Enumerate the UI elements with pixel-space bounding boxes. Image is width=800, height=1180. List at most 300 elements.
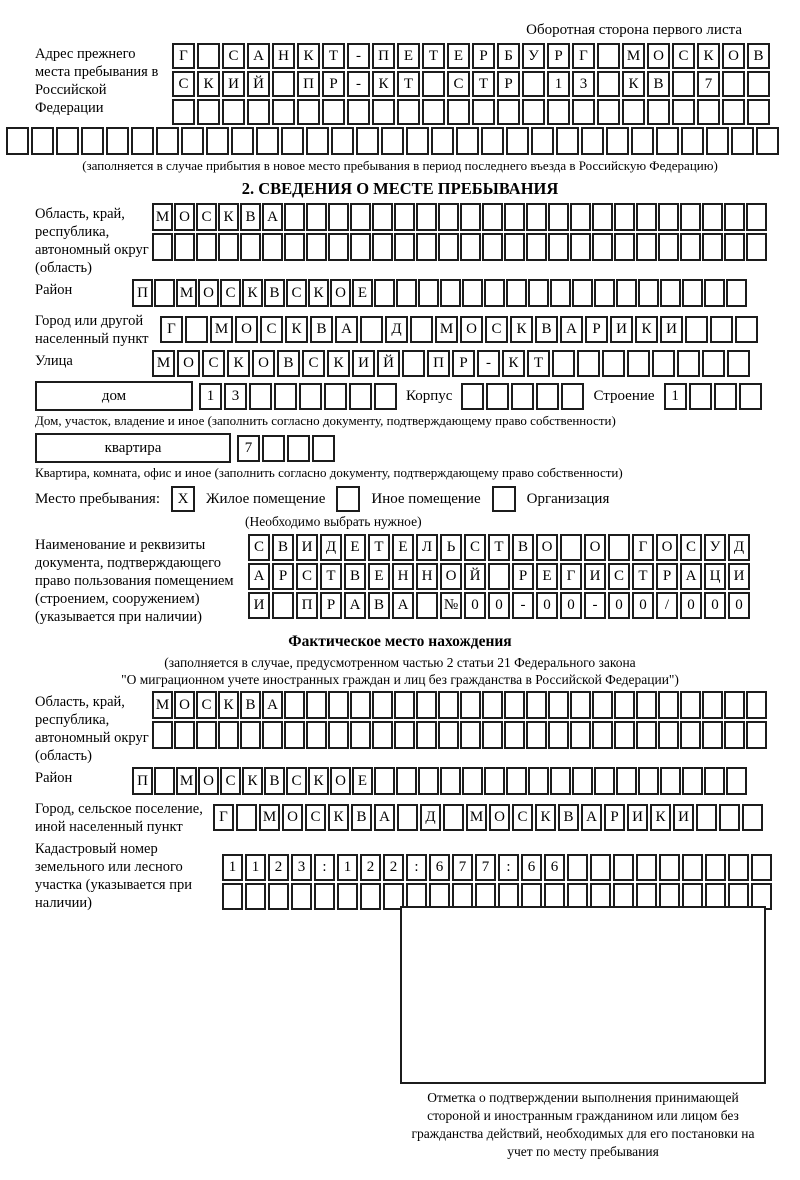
- char-cell[interactable]: [590, 854, 611, 881]
- char-cell[interactable]: 3: [572, 71, 595, 97]
- char-cell[interactable]: [262, 721, 283, 749]
- char-cell[interactable]: [528, 767, 549, 795]
- actual-district-row[interactable]: [132, 767, 747, 795]
- char-cell[interactable]: [172, 99, 195, 125]
- char-cell[interactable]: [613, 854, 634, 881]
- char-cell[interactable]: 0: [560, 592, 582, 619]
- char-cell[interactable]: [572, 767, 593, 795]
- char-cell[interactable]: К: [635, 316, 658, 343]
- char-cell[interactable]: А: [680, 563, 702, 590]
- char-cell[interactable]: Р: [585, 316, 608, 343]
- char-cell[interactable]: [592, 233, 613, 261]
- char-cell[interactable]: [488, 563, 510, 590]
- char-cell[interactable]: [728, 854, 749, 881]
- char-cell[interactable]: Й: [377, 350, 400, 377]
- char-cell[interactable]: [247, 99, 270, 125]
- char-cell[interactable]: [484, 279, 505, 307]
- char-cell[interactable]: М: [152, 203, 173, 231]
- char-cell[interactable]: [152, 233, 173, 261]
- char-cell[interactable]: С: [485, 316, 508, 343]
- char-cell[interactable]: К: [372, 71, 395, 97]
- char-cell[interactable]: [608, 534, 630, 561]
- char-cell[interactable]: Л: [416, 534, 438, 561]
- char-cell[interactable]: О: [174, 691, 195, 719]
- actual-city-row[interactable]: [213, 804, 763, 831]
- char-cell[interactable]: [682, 767, 703, 795]
- char-cell[interactable]: [681, 127, 704, 155]
- char-cell[interactable]: [331, 127, 354, 155]
- char-cell[interactable]: А: [581, 804, 602, 831]
- char-cell[interactable]: О: [722, 43, 745, 69]
- char-cell[interactable]: О: [198, 279, 219, 307]
- char-cell[interactable]: [504, 691, 525, 719]
- district-row[interactable]: [132, 279, 747, 307]
- char-cell[interactable]: [660, 767, 681, 795]
- char-cell[interactable]: [324, 383, 347, 410]
- char-cell[interactable]: [328, 233, 349, 261]
- char-cell[interactable]: 1: [245, 854, 266, 881]
- char-cell[interactable]: А: [262, 691, 283, 719]
- char-cell[interactable]: С: [302, 350, 325, 377]
- char-cell[interactable]: [724, 691, 745, 719]
- char-cell[interactable]: [504, 203, 525, 231]
- char-cell[interactable]: Д: [420, 804, 441, 831]
- char-cell[interactable]: Н: [416, 563, 438, 590]
- char-cell[interactable]: [547, 99, 570, 125]
- char-cell[interactable]: [218, 233, 239, 261]
- char-cell[interactable]: [268, 883, 289, 910]
- char-cell[interactable]: [272, 99, 295, 125]
- char-cell[interactable]: [724, 721, 745, 749]
- char-cell[interactable]: [560, 534, 582, 561]
- char-cell[interactable]: [372, 99, 395, 125]
- char-cell[interactable]: Р: [656, 563, 678, 590]
- char-cell[interactable]: 0: [488, 592, 510, 619]
- street-row[interactable]: [152, 350, 750, 377]
- stamp-box[interactable]: [400, 906, 766, 1084]
- char-cell[interactable]: С: [447, 71, 470, 97]
- char-cell[interactable]: [440, 767, 461, 795]
- char-cell[interactable]: М: [466, 804, 487, 831]
- char-cell[interactable]: [460, 721, 481, 749]
- char-cell[interactable]: [374, 767, 395, 795]
- apartment-type-box[interactable]: квартира: [35, 433, 231, 463]
- char-cell[interactable]: О: [330, 279, 351, 307]
- char-cell[interactable]: [511, 383, 534, 410]
- char-cell[interactable]: А: [335, 316, 358, 343]
- char-cell[interactable]: М: [152, 691, 173, 719]
- char-cell[interactable]: [550, 767, 571, 795]
- char-cell[interactable]: К: [328, 804, 349, 831]
- char-cell[interactable]: [462, 767, 483, 795]
- char-cell[interactable]: [704, 767, 725, 795]
- char-cell[interactable]: [570, 721, 591, 749]
- char-cell[interactable]: М: [152, 350, 175, 377]
- char-cell[interactable]: [746, 203, 767, 231]
- char-cell[interactable]: [328, 691, 349, 719]
- char-cell[interactable]: [350, 721, 371, 749]
- char-cell[interactable]: [438, 203, 459, 231]
- char-cell[interactable]: [594, 279, 615, 307]
- char-cell[interactable]: 3: [224, 383, 247, 410]
- char-cell[interactable]: [6, 127, 29, 155]
- other-premises-checkbox[interactable]: [336, 486, 360, 512]
- char-cell[interactable]: В: [647, 71, 670, 97]
- char-cell[interactable]: [350, 233, 371, 261]
- char-cell[interactable]: [274, 383, 297, 410]
- char-cell[interactable]: К: [697, 43, 720, 69]
- char-cell[interactable]: [486, 383, 509, 410]
- char-cell[interactable]: [196, 721, 217, 749]
- char-cell[interactable]: [397, 99, 420, 125]
- char-cell[interactable]: [756, 127, 779, 155]
- char-cell[interactable]: [374, 279, 395, 307]
- char-cell[interactable]: [747, 71, 770, 97]
- char-cell[interactable]: 1: [199, 383, 222, 410]
- char-cell[interactable]: Е: [368, 563, 390, 590]
- char-cell[interactable]: [656, 127, 679, 155]
- actual-region-row-1[interactable]: [152, 691, 767, 719]
- char-cell[interactable]: [482, 691, 503, 719]
- char-cell[interactable]: М: [622, 43, 645, 69]
- residential-checkbox[interactable]: X: [171, 486, 195, 512]
- char-cell[interactable]: [677, 350, 700, 377]
- char-cell[interactable]: [594, 767, 615, 795]
- char-cell[interactable]: [548, 691, 569, 719]
- char-cell[interactable]: [526, 691, 547, 719]
- char-cell[interactable]: [746, 691, 767, 719]
- char-cell[interactable]: О: [440, 563, 462, 590]
- char-cell[interactable]: В: [344, 563, 366, 590]
- char-cell[interactable]: [222, 99, 245, 125]
- char-cell[interactable]: [658, 203, 679, 231]
- char-cell[interactable]: [350, 203, 371, 231]
- char-cell[interactable]: [506, 279, 527, 307]
- char-cell[interactable]: М: [259, 804, 280, 831]
- char-cell[interactable]: [680, 691, 701, 719]
- char-cell[interactable]: Г: [572, 43, 595, 69]
- char-cell[interactable]: [746, 721, 767, 749]
- char-cell[interactable]: [504, 721, 525, 749]
- char-cell[interactable]: 6: [521, 854, 542, 881]
- char-cell[interactable]: -: [512, 592, 534, 619]
- char-cell[interactable]: Т: [320, 563, 342, 590]
- char-cell[interactable]: Р: [604, 804, 625, 831]
- char-cell[interactable]: [460, 203, 481, 231]
- char-cell[interactable]: [548, 721, 569, 749]
- char-cell[interactable]: [196, 233, 217, 261]
- char-cell[interactable]: К: [622, 71, 645, 97]
- char-cell[interactable]: [597, 99, 620, 125]
- char-cell[interactable]: [526, 721, 547, 749]
- char-cell[interactable]: [484, 767, 505, 795]
- char-cell[interactable]: [349, 383, 372, 410]
- char-cell[interactable]: [152, 721, 173, 749]
- char-cell[interactable]: К: [502, 350, 525, 377]
- char-cell[interactable]: [506, 127, 529, 155]
- char-cell[interactable]: Т: [397, 71, 420, 97]
- char-cell[interactable]: [297, 99, 320, 125]
- char-cell[interactable]: Ь: [440, 534, 462, 561]
- char-cell[interactable]: О: [330, 767, 351, 795]
- char-cell[interactable]: 1: [664, 383, 687, 410]
- char-cell[interactable]: К: [327, 350, 350, 377]
- char-cell[interactable]: [322, 99, 345, 125]
- char-cell[interactable]: О: [536, 534, 558, 561]
- char-cell[interactable]: 7: [452, 854, 473, 881]
- char-cell[interactable]: [306, 691, 327, 719]
- char-cell[interactable]: Р: [322, 71, 345, 97]
- char-cell[interactable]: Е: [397, 43, 420, 69]
- char-cell[interactable]: [240, 233, 261, 261]
- char-cell[interactable]: Т: [488, 534, 510, 561]
- ownership-doc-row-2[interactable]: [248, 563, 750, 590]
- char-cell[interactable]: [381, 127, 404, 155]
- char-cell[interactable]: [658, 691, 679, 719]
- char-cell[interactable]: [726, 279, 747, 307]
- char-cell[interactable]: [350, 691, 371, 719]
- char-cell[interactable]: В: [277, 350, 300, 377]
- char-cell[interactable]: 6: [544, 854, 565, 881]
- char-cell[interactable]: [746, 233, 767, 261]
- char-cell[interactable]: [636, 233, 657, 261]
- char-cell[interactable]: О: [647, 43, 670, 69]
- char-cell[interactable]: С: [286, 279, 307, 307]
- char-cell[interactable]: [206, 127, 229, 155]
- char-cell[interactable]: [636, 691, 657, 719]
- char-cell[interactable]: К: [197, 71, 220, 97]
- char-cell[interactable]: И: [248, 592, 270, 619]
- char-cell[interactable]: [456, 127, 479, 155]
- apartment-number-row[interactable]: [237, 435, 335, 462]
- ownership-doc-row-1[interactable]: [248, 534, 750, 561]
- char-cell[interactable]: [631, 127, 654, 155]
- char-cell[interactable]: А: [374, 804, 395, 831]
- char-cell[interactable]: [174, 233, 195, 261]
- char-cell[interactable]: 7: [237, 435, 260, 462]
- char-cell[interactable]: [360, 316, 383, 343]
- char-cell[interactable]: [397, 804, 418, 831]
- char-cell[interactable]: [706, 127, 729, 155]
- char-cell[interactable]: [422, 99, 445, 125]
- char-cell[interactable]: [236, 804, 257, 831]
- char-cell[interactable]: [724, 203, 745, 231]
- char-cell[interactable]: И: [728, 563, 750, 590]
- char-cell[interactable]: К: [218, 691, 239, 719]
- char-cell[interactable]: В: [272, 534, 294, 561]
- char-cell[interactable]: [702, 691, 723, 719]
- char-cell[interactable]: К: [285, 316, 308, 343]
- char-cell[interactable]: [314, 883, 335, 910]
- char-cell[interactable]: [552, 350, 575, 377]
- char-cell[interactable]: [704, 279, 725, 307]
- char-cell[interactable]: [394, 203, 415, 231]
- char-cell[interactable]: [722, 99, 745, 125]
- char-cell[interactable]: [685, 316, 708, 343]
- char-cell[interactable]: [396, 279, 417, 307]
- char-cell[interactable]: В: [264, 279, 285, 307]
- char-cell[interactable]: [447, 99, 470, 125]
- char-cell[interactable]: О: [656, 534, 678, 561]
- char-cell[interactable]: [680, 233, 701, 261]
- char-cell[interactable]: В: [351, 804, 372, 831]
- char-cell[interactable]: Р: [472, 43, 495, 69]
- char-cell[interactable]: [356, 127, 379, 155]
- char-cell[interactable]: В: [368, 592, 390, 619]
- char-cell[interactable]: [262, 233, 283, 261]
- char-cell[interactable]: [154, 279, 175, 307]
- char-cell[interactable]: [722, 71, 745, 97]
- char-cell[interactable]: [106, 127, 129, 155]
- char-cell[interactable]: Н: [392, 563, 414, 590]
- char-cell[interactable]: К: [297, 43, 320, 69]
- char-cell[interactable]: [482, 203, 503, 231]
- char-cell[interactable]: [561, 383, 584, 410]
- char-cell[interactable]: [548, 233, 569, 261]
- char-cell[interactable]: [614, 691, 635, 719]
- char-cell[interactable]: А: [344, 592, 366, 619]
- char-cell[interactable]: [616, 279, 637, 307]
- char-cell[interactable]: [735, 316, 758, 343]
- char-cell[interactable]: [672, 71, 695, 97]
- char-cell[interactable]: 3: [291, 854, 312, 881]
- char-cell[interactable]: В: [264, 767, 285, 795]
- char-cell[interactable]: [731, 127, 754, 155]
- char-cell[interactable]: С: [260, 316, 283, 343]
- char-cell[interactable]: [597, 71, 620, 97]
- char-cell[interactable]: /: [656, 592, 678, 619]
- char-cell[interactable]: [682, 854, 703, 881]
- char-cell[interactable]: [372, 691, 393, 719]
- city-row[interactable]: [160, 316, 758, 343]
- char-cell[interactable]: П: [296, 592, 318, 619]
- char-cell[interactable]: 0: [608, 592, 630, 619]
- char-cell[interactable]: Г: [172, 43, 195, 69]
- char-cell[interactable]: [416, 592, 438, 619]
- char-cell[interactable]: К: [510, 316, 533, 343]
- char-cell[interactable]: [727, 350, 750, 377]
- char-cell[interactable]: Р: [452, 350, 475, 377]
- char-cell[interactable]: К: [242, 767, 263, 795]
- char-cell[interactable]: М: [210, 316, 233, 343]
- char-cell[interactable]: [372, 233, 393, 261]
- char-cell[interactable]: 0: [728, 592, 750, 619]
- char-cell[interactable]: О: [460, 316, 483, 343]
- char-cell[interactable]: [592, 691, 613, 719]
- actual-region-row-2[interactable]: [152, 721, 767, 749]
- char-cell[interactable]: [597, 43, 620, 69]
- char-cell[interactable]: [652, 350, 675, 377]
- char-cell[interactable]: [337, 883, 358, 910]
- char-cell[interactable]: В: [747, 43, 770, 69]
- char-cell[interactable]: [659, 854, 680, 881]
- char-cell[interactable]: [416, 233, 437, 261]
- char-cell[interactable]: С: [305, 804, 326, 831]
- char-cell[interactable]: [702, 721, 723, 749]
- char-cell[interactable]: [156, 127, 179, 155]
- char-cell[interactable]: [347, 99, 370, 125]
- prev-address-row-2[interactable]: [172, 71, 770, 97]
- char-cell[interactable]: Т: [422, 43, 445, 69]
- char-cell[interactable]: С: [220, 279, 241, 307]
- char-cell[interactable]: 0: [536, 592, 558, 619]
- char-cell[interactable]: И: [610, 316, 633, 343]
- char-cell[interactable]: Е: [392, 534, 414, 561]
- char-cell[interactable]: [614, 233, 635, 261]
- char-cell[interactable]: [592, 203, 613, 231]
- char-cell[interactable]: [638, 279, 659, 307]
- char-cell[interactable]: [616, 767, 637, 795]
- char-cell[interactable]: [506, 767, 527, 795]
- char-cell[interactable]: [614, 721, 635, 749]
- char-cell[interactable]: К: [227, 350, 250, 377]
- char-cell[interactable]: [262, 435, 285, 462]
- char-cell[interactable]: 7: [697, 71, 720, 97]
- char-cell[interactable]: [606, 127, 629, 155]
- char-cell[interactable]: [306, 721, 327, 749]
- char-cell[interactable]: Ц: [704, 563, 726, 590]
- char-cell[interactable]: [614, 203, 635, 231]
- char-cell[interactable]: Р: [272, 563, 294, 590]
- char-cell[interactable]: Е: [447, 43, 470, 69]
- char-cell[interactable]: У: [522, 43, 545, 69]
- char-cell[interactable]: [658, 721, 679, 749]
- char-cell[interactable]: А: [247, 43, 270, 69]
- char-cell[interactable]: Е: [344, 534, 366, 561]
- char-cell[interactable]: [281, 127, 304, 155]
- char-cell[interactable]: [460, 691, 481, 719]
- char-cell[interactable]: [406, 127, 429, 155]
- char-cell[interactable]: [418, 767, 439, 795]
- stroenie-row[interactable]: [664, 383, 762, 410]
- char-cell[interactable]: Г: [213, 804, 234, 831]
- char-cell[interactable]: [443, 804, 464, 831]
- char-cell[interactable]: Р: [497, 71, 520, 97]
- char-cell[interactable]: Н: [272, 43, 295, 69]
- char-cell[interactable]: [522, 99, 545, 125]
- char-cell[interactable]: [751, 854, 772, 881]
- char-cell[interactable]: [394, 721, 415, 749]
- char-cell[interactable]: [482, 233, 503, 261]
- char-cell[interactable]: [497, 99, 520, 125]
- char-cell[interactable]: 1: [547, 71, 570, 97]
- char-cell[interactable]: К: [535, 804, 556, 831]
- char-cell[interactable]: [482, 721, 503, 749]
- char-cell[interactable]: 6: [429, 854, 450, 881]
- char-cell[interactable]: И: [627, 804, 648, 831]
- char-cell[interactable]: Е: [352, 767, 373, 795]
- char-cell[interactable]: 0: [632, 592, 654, 619]
- char-cell[interactable]: Г: [560, 563, 582, 590]
- char-cell[interactable]: В: [310, 316, 333, 343]
- char-cell[interactable]: П: [372, 43, 395, 69]
- char-cell[interactable]: О: [489, 804, 510, 831]
- organization-checkbox[interactable]: [492, 486, 516, 512]
- char-cell[interactable]: С: [680, 534, 702, 561]
- house-number-row[interactable]: [199, 383, 397, 410]
- char-cell[interactable]: [410, 316, 433, 343]
- char-cell[interactable]: Г: [632, 534, 654, 561]
- char-cell[interactable]: [577, 350, 600, 377]
- char-cell[interactable]: С: [296, 563, 318, 590]
- char-cell[interactable]: [284, 203, 305, 231]
- char-cell[interactable]: :: [406, 854, 427, 881]
- char-cell[interactable]: 0: [704, 592, 726, 619]
- char-cell[interactable]: 2: [383, 854, 404, 881]
- char-cell[interactable]: [705, 854, 726, 881]
- char-cell[interactable]: С: [172, 71, 195, 97]
- char-cell[interactable]: [622, 99, 645, 125]
